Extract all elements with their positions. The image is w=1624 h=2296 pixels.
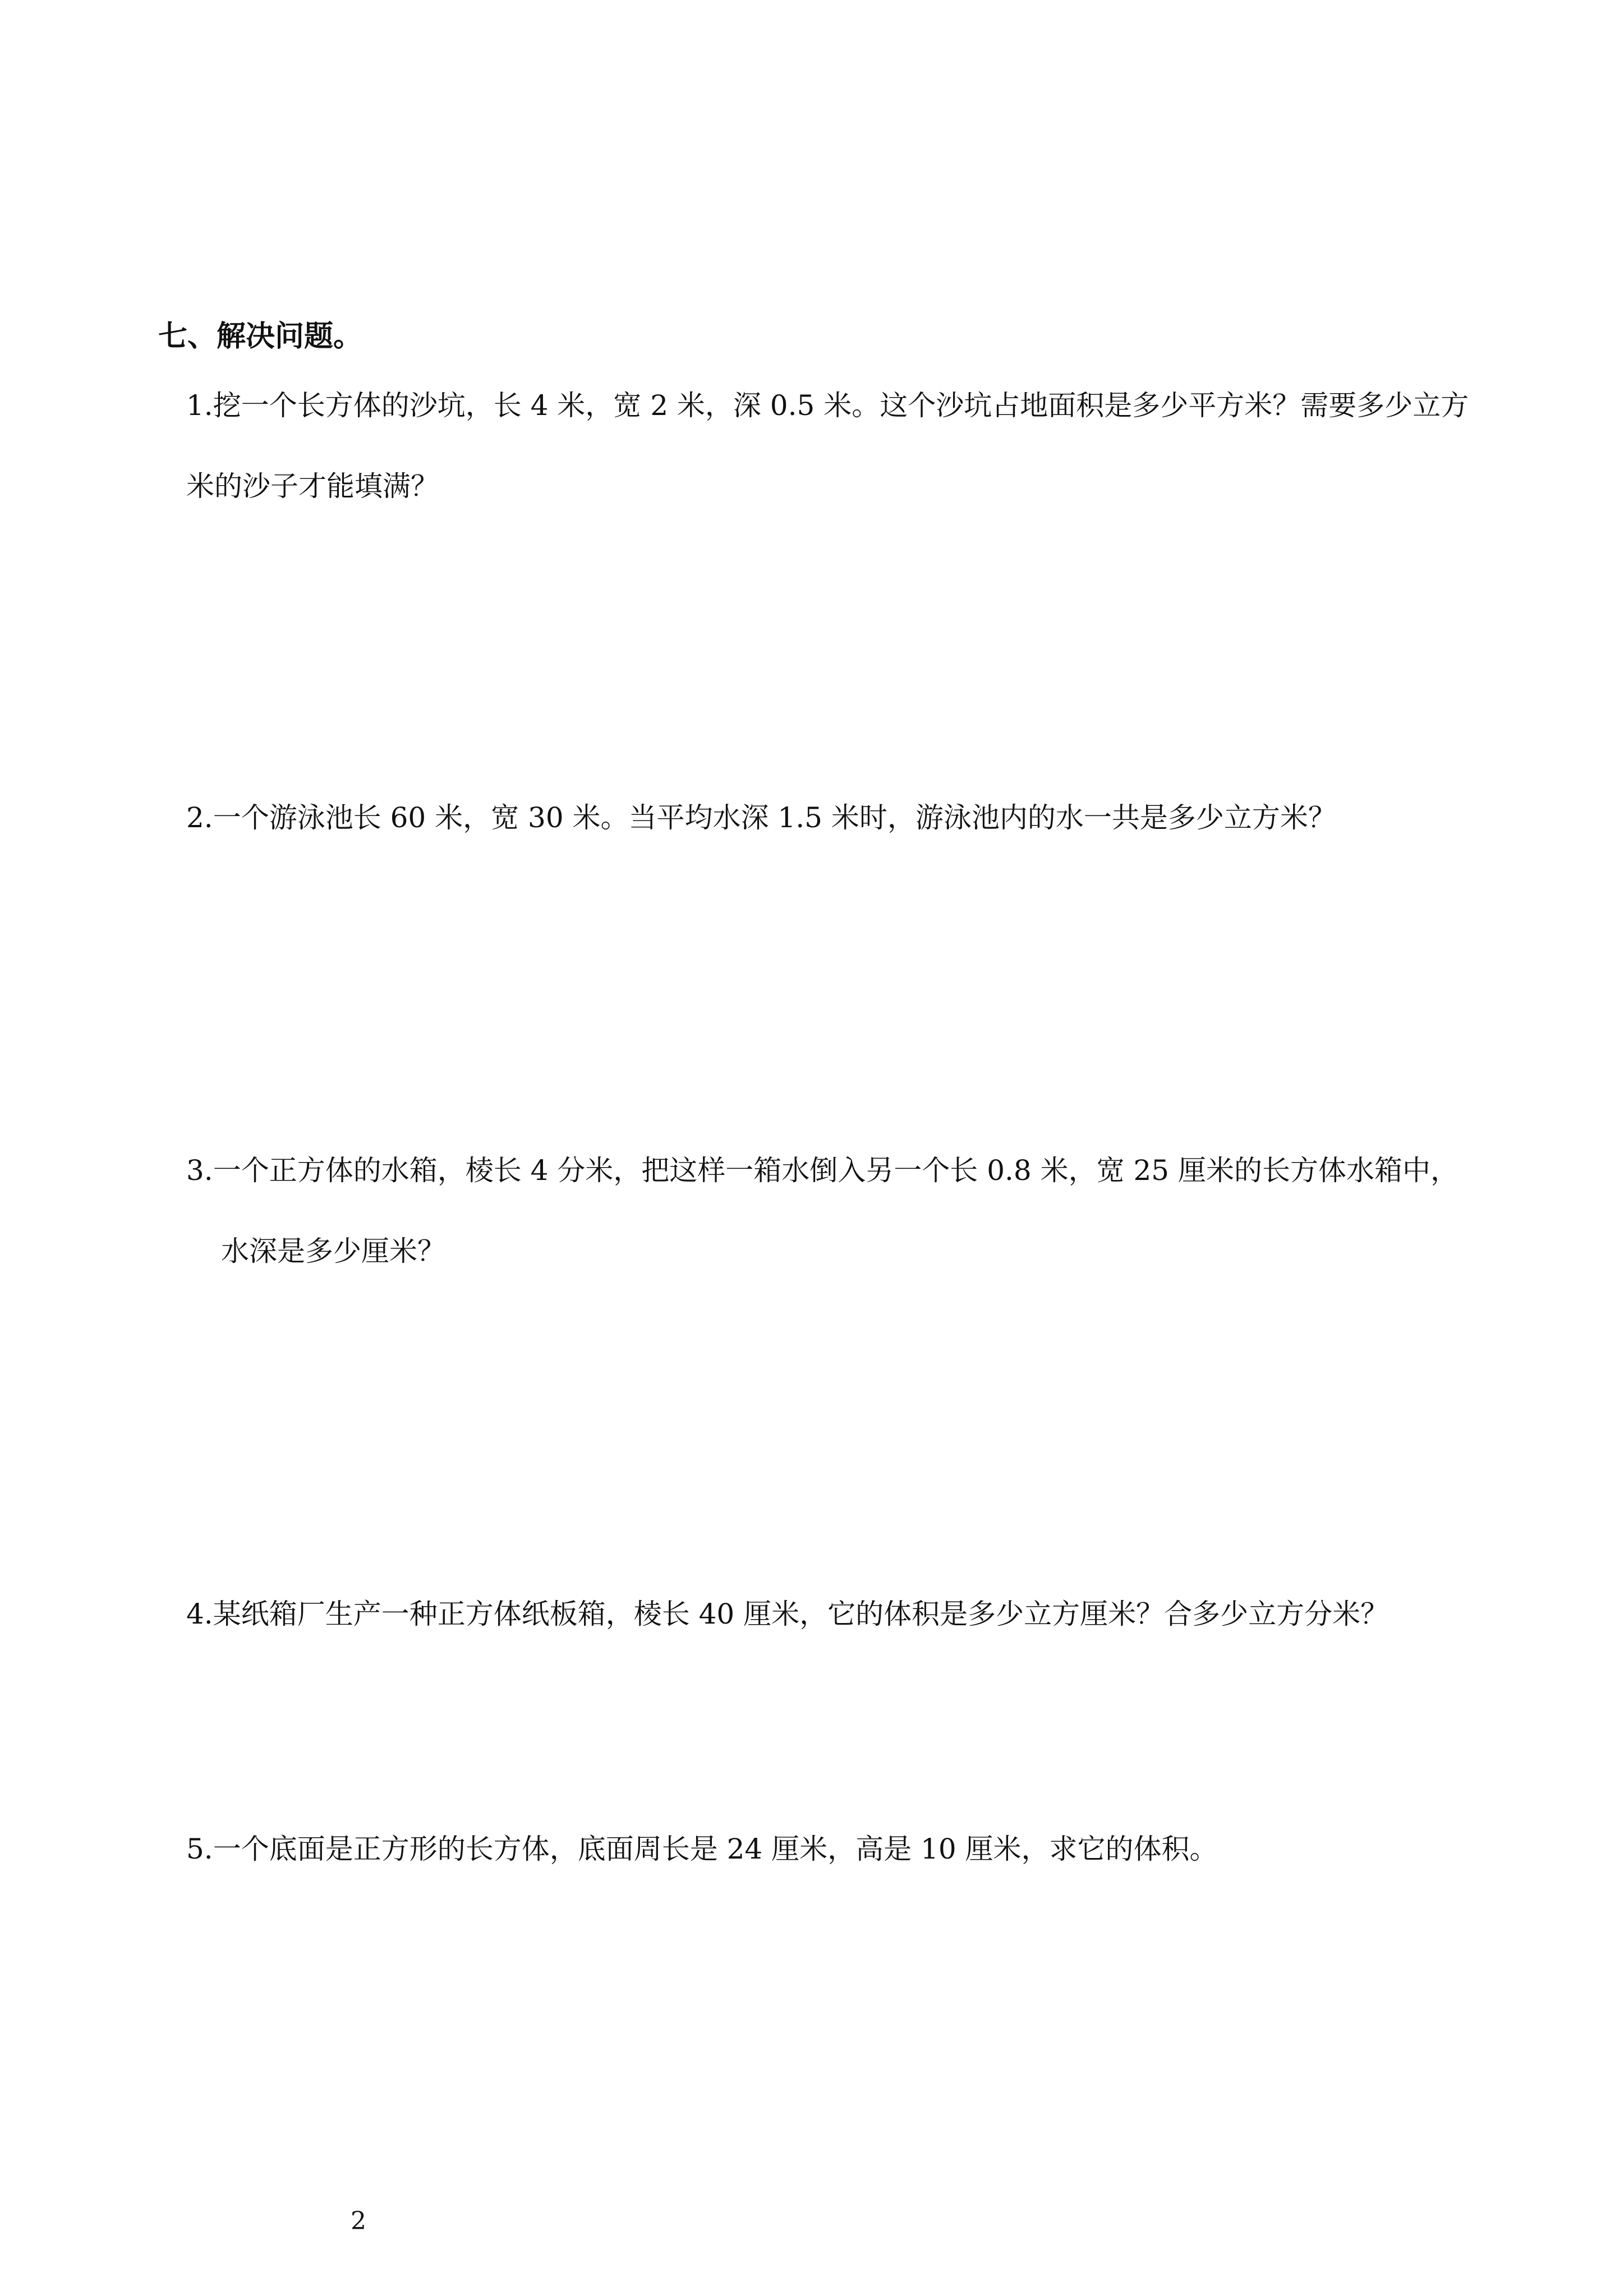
question-3	[186, 1151, 1533, 1274]
question-4-line-1: 4.某纸箱厂生产一种正方体纸板箱，棱长 40 厘米，它的体积是多少立方厘米？合多少立方分米？	[186, 1598, 1389, 1630]
question-1	[186, 386, 1476, 509]
question-1-line-2: 米的沙子才能填满？	[186, 470, 439, 502]
question-1-line-1: 1.挖一个长方体的沙坑，长 4 米，宽 2 米，深 0.5 米。这个沙坑占地面积是多少平方米？需要多少立方	[186, 389, 1469, 422]
question-3-line-1: 3.一个正方体的水箱，棱长 4 分米，把这样一箱水倒入另一个长 0.8 米，宽 25 厘米的长方体水箱中，	[186, 1154, 1459, 1187]
question-3-line-2: 水深是多少厘米？	[221, 1235, 445, 1267]
question-2	[186, 798, 1476, 843]
question-4	[186, 1594, 1476, 1639]
page-number: 2	[351, 2207, 366, 2235]
question-5-line-1: 5.一个底面是正方形的长方体，底面周长是 24 厘米，高是 10 厘米，求它的体积。	[186, 1833, 1218, 1865]
question-5	[186, 1829, 1476, 1874]
section-title: 七、解决问题。	[158, 320, 363, 353]
question-2-line-1: 2.一个游泳池长 60 米，宽 30 米。当平均水深 1.5 米时，游泳池内的水一共是多少立方米？	[186, 801, 1336, 834]
